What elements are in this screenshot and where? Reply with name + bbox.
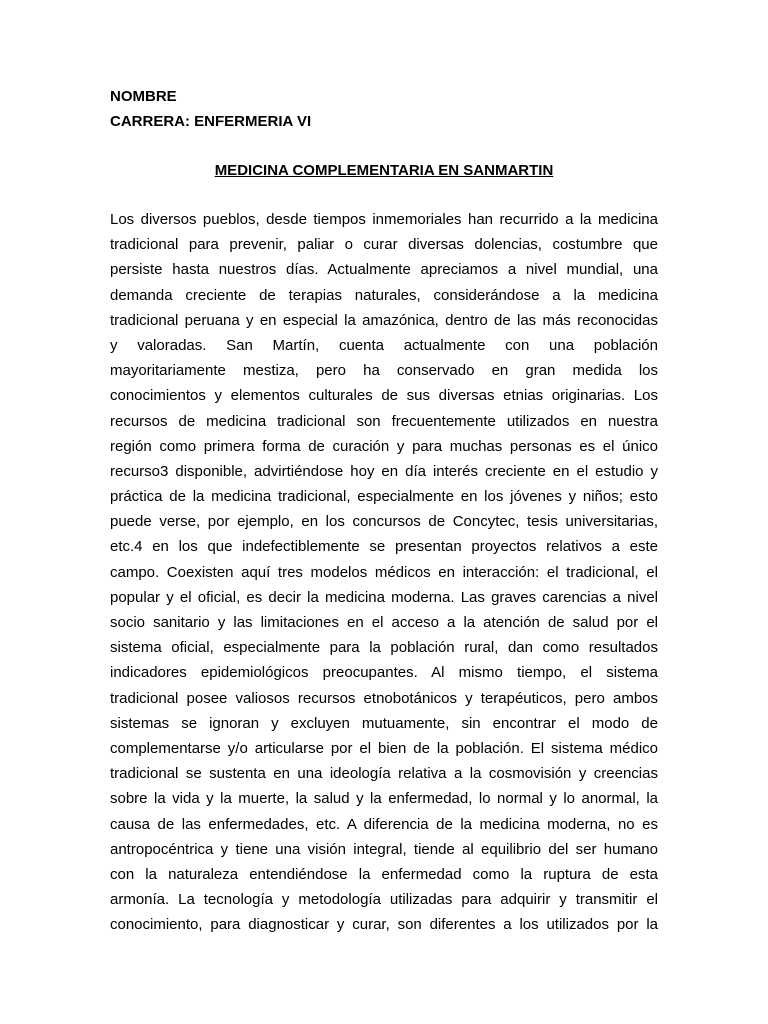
paragraph-line: antropocéntrica y tiene una visión integral, tiende al equilibrio del ser humano: [110, 840, 658, 858]
paragraph-line: y valoradas. San Martín, cuenta actualmente con una población: [110, 336, 658, 354]
paragraph-line: indicadores epidemiológicos preocupantes. Al mismo tiempo, el sistema: [110, 664, 658, 682]
paragraph-line: conocimientos y elementos culturales de sus diversas etnias originarias. Los: [110, 387, 658, 405]
paragraph-line: campo. Coexisten aquí tres modelos médicos en interacción: el tradicional, el: [110, 563, 658, 581]
paragraph-line: con la naturaleza entendiéndose la enfermedad como la ruptura de esta: [110, 865, 658, 883]
paragraph-line: sistema oficial, especialmente para la población rural, dan como resultados: [110, 639, 658, 657]
paragraph-line: causa de las enfermedades, etc. A diferencia de la medicina moderna, no es: [110, 815, 658, 833]
paragraph-line: práctica de la medicina tradicional, especialmente en los jóvenes y niños; esto: [110, 488, 658, 506]
paragraph-line: demanda creciente de terapias naturales, considerándose a la medicina: [110, 286, 658, 304]
paragraph-line: región como primera forma de curación y para muchas personas es el único: [110, 437, 658, 455]
career-label: CARRERA: ENFERMERIA VI: [110, 113, 312, 130]
paragraph-line: persiste hasta nuestros días. Actualmente apreciamos a nivel mundial, una: [110, 261, 658, 279]
body-paragraph: [110, 207, 658, 937]
student-name-label: NOMBRE: [110, 88, 177, 105]
paragraph-line: sistemas se ignoran y excluyen mutuamente, sin encontrar el modo de: [110, 714, 658, 732]
document-header: [110, 84, 658, 134]
paragraph-line: recursos de medicina tradicional son frecuentemente utilizados en nuestra: [110, 412, 658, 430]
paragraph-line: recurso3 disponible, advirtiéndose hoy en día interés creciente en el estudio y: [110, 462, 658, 480]
paragraph-line: complementarse y/o articularse por el bien de la población. El sistema médico: [110, 739, 658, 757]
paragraph-line: tradicional posee valiosos recursos etnobotánicos y terapéuticos, pero ambos: [110, 689, 658, 707]
paragraph-line: etc.4 en los que indefectiblemente se presentan proyectos relativos a este: [110, 538, 658, 556]
paragraph-line: tradicional se sustenta en una ideología relativa a la cosmovisión y creencias: [110, 765, 658, 783]
paragraph-line: mayoritariamente mestiza, pero ha conservado en gran medida los: [110, 362, 658, 380]
paragraph-line: socio sanitario y las limitaciones en el acceso a la atención de salud por el: [110, 614, 658, 631]
paragraph-line: popular y el oficial, es decir la medicina moderna. Las graves carencias a nivel: [110, 588, 658, 606]
paragraph-line: Los diversos pueblos, desde tiempos inmemoriales han recurrido a la medicina: [110, 211, 658, 228]
paragraph-line: sobre la vida y la muerte, la salud y la enfermedad, lo normal y lo anormal, la: [110, 790, 658, 808]
paragraph-line: armonía. La tecnología y metodología utilizadas para adquirir y transmitir el: [110, 891, 658, 909]
paragraph-line: puede verse, por ejemplo, en los concursos de Concytec, tesis universitarias,: [110, 513, 658, 531]
paragraph-line: tradicional para prevenir, paliar o curar diversas dolencias, costumbre que: [110, 236, 658, 254]
document-title: MEDICINA COMPLEMENTARIA EN SANMARTIN: [214, 162, 554, 179]
paragraph-line: conocimiento, para diagnosticar y curar, son diferentes a los utilizados por la: [110, 916, 658, 934]
paragraph-line: tradicional peruana y en especial la amazónica, dentro de las más reconocidas: [110, 311, 658, 329]
